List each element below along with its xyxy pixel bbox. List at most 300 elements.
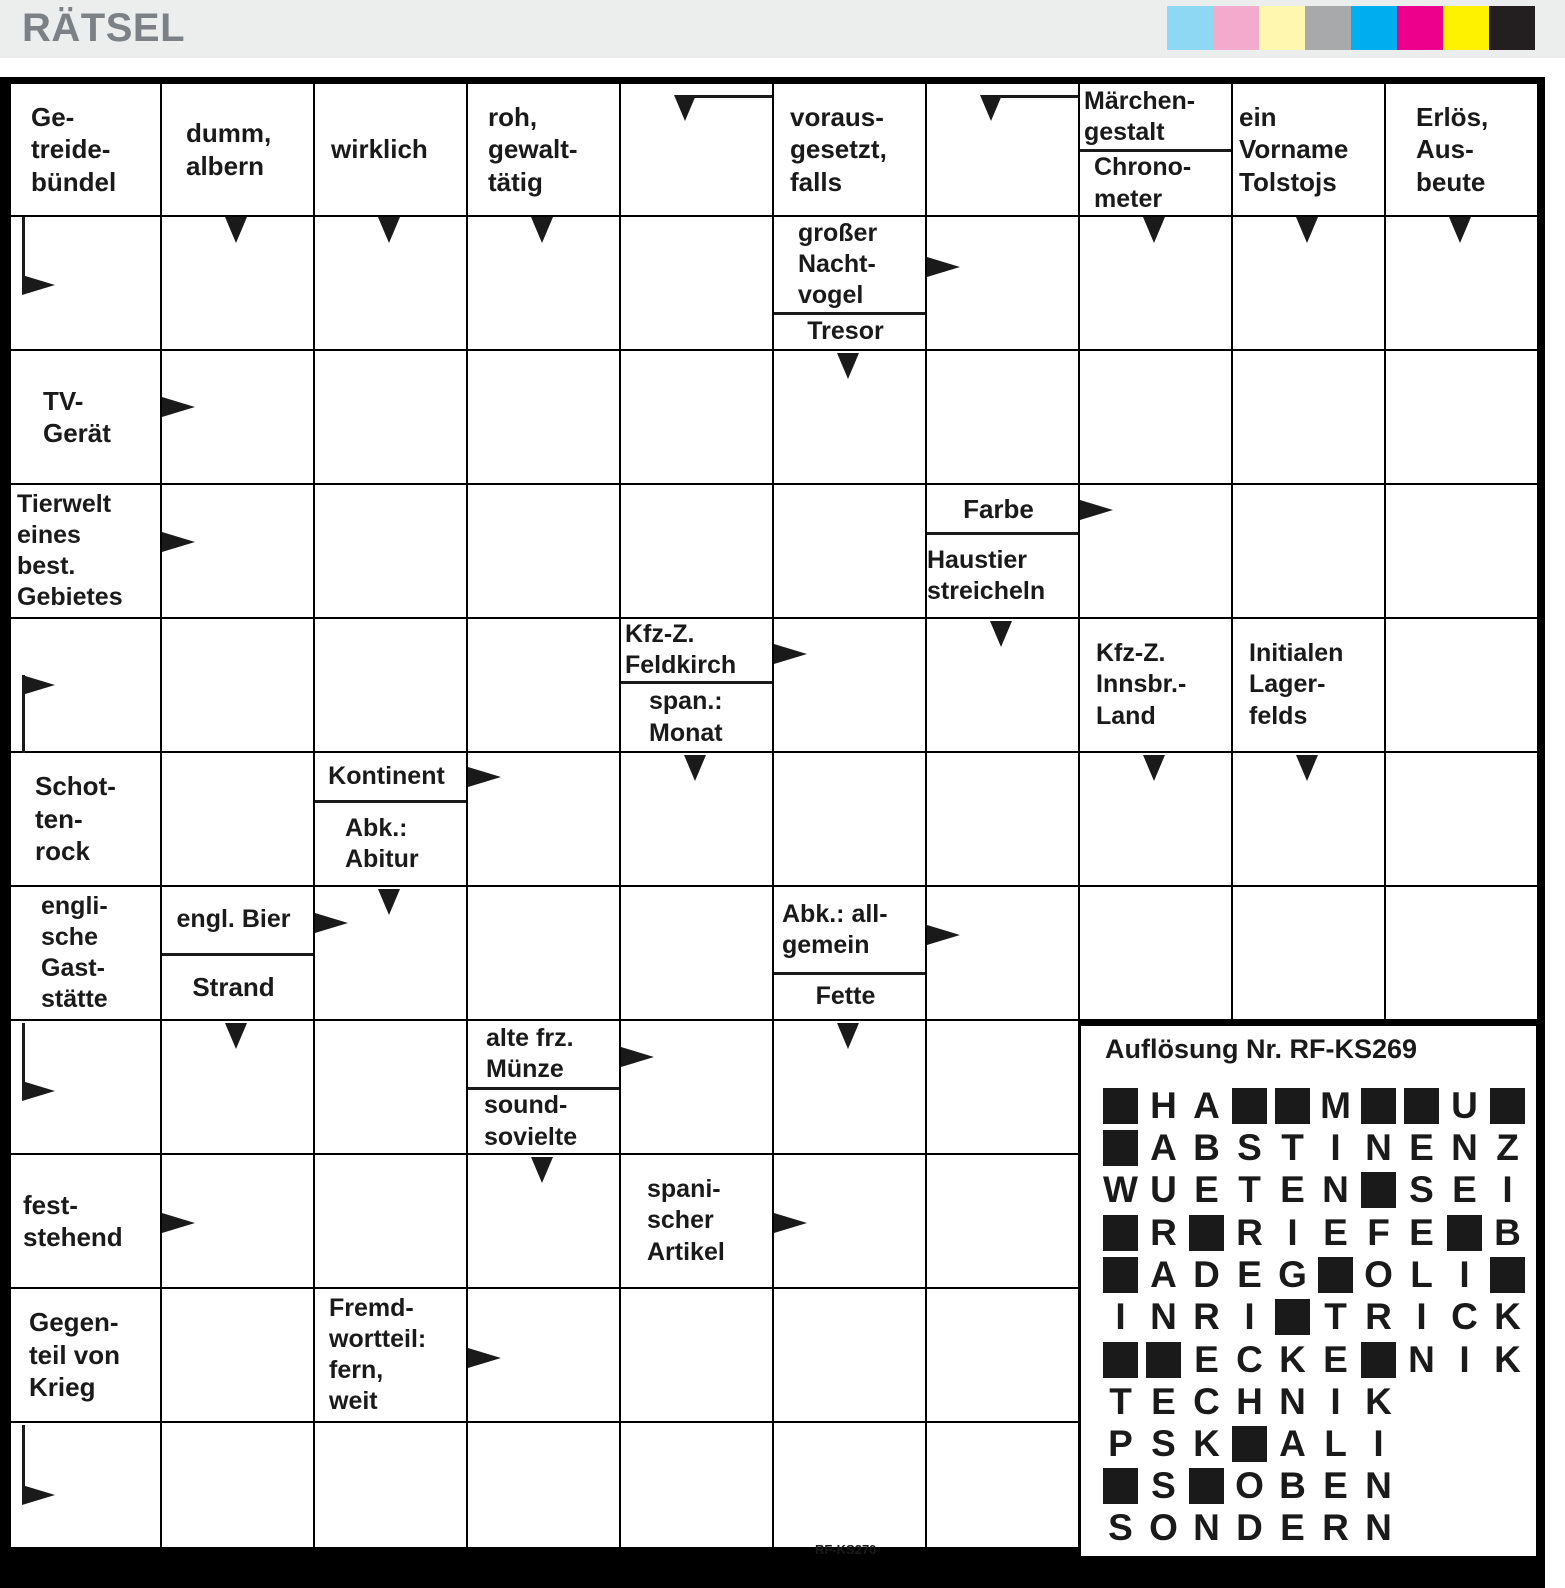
arrow-down-icon bbox=[837, 1023, 859, 1049]
arrow-down-icon bbox=[1296, 755, 1318, 781]
solution-row bbox=[1103, 1085, 1533, 1126]
arrow-down-icon bbox=[1449, 217, 1471, 243]
arrow-right-icon bbox=[468, 1348, 501, 1368]
solution-letter: S bbox=[1237, 1127, 1262, 1168]
arrow-down-icon bbox=[378, 889, 400, 915]
header-bar bbox=[0, 0, 1565, 58]
grid-cell[interactable] bbox=[1386, 351, 1537, 483]
grid-cell[interactable] bbox=[468, 485, 619, 617]
clue-c19 bbox=[1233, 619, 1384, 751]
clue-c17 bbox=[621, 684, 772, 751]
clue-divider bbox=[1080, 149, 1231, 152]
color-swatch bbox=[1167, 6, 1213, 50]
solution-block bbox=[1189, 1215, 1224, 1251]
clue-line: albern bbox=[186, 150, 265, 181]
solution-letter: A bbox=[1150, 1254, 1177, 1295]
grid-cell[interactable] bbox=[927, 1021, 1078, 1153]
solution-letter: N bbox=[1279, 1381, 1306, 1422]
clue-line: Krieg bbox=[29, 1372, 96, 1403]
clue-c10 bbox=[774, 217, 925, 312]
solution-letter: S bbox=[1409, 1169, 1434, 1210]
grid-cell[interactable] bbox=[621, 351, 772, 483]
solution-letter: C bbox=[1193, 1381, 1220, 1422]
grid-cell[interactable] bbox=[162, 619, 313, 751]
clue-line: engli- bbox=[41, 891, 108, 920]
clue-line: Märchen- bbox=[1084, 86, 1196, 115]
solution-letter: D bbox=[1193, 1254, 1220, 1295]
color-swatch bbox=[1443, 6, 1489, 50]
clue-line: Gast- bbox=[41, 954, 105, 982]
solution-letter: E bbox=[1151, 1381, 1176, 1422]
grid-cell[interactable] bbox=[927, 1423, 1078, 1547]
clue-c33 bbox=[315, 1289, 466, 1421]
solution-letter: Z bbox=[1496, 1127, 1519, 1168]
solution-letter: B bbox=[1494, 1212, 1521, 1253]
grid-cell[interactable] bbox=[315, 351, 466, 483]
solution-row bbox=[1103, 1212, 1533, 1253]
arrow-down-icon bbox=[225, 217, 247, 243]
solution-letter: T bbox=[1281, 1127, 1304, 1168]
solution-row bbox=[1103, 1169, 1533, 1210]
solution-row bbox=[1103, 1423, 1404, 1464]
color-swatch bbox=[1489, 6, 1535, 50]
solution-letter: L bbox=[1324, 1423, 1347, 1464]
clue-c3 bbox=[315, 84, 466, 215]
solution-letter: K bbox=[1193, 1423, 1220, 1464]
clue-line: Lager- bbox=[1249, 670, 1326, 699]
clue-line: Chrono- bbox=[1094, 153, 1192, 182]
clue-line: meter bbox=[1094, 184, 1163, 213]
solution-letter: N bbox=[1408, 1339, 1435, 1380]
grid-cell[interactable] bbox=[315, 1155, 466, 1287]
grid-cell[interactable] bbox=[621, 887, 772, 1019]
clue-c29 bbox=[468, 1090, 619, 1153]
solution-letter: R bbox=[1236, 1212, 1263, 1253]
clue-c23 bbox=[11, 887, 160, 1019]
solution-letter: I bbox=[1459, 1254, 1470, 1295]
solution-letter: N bbox=[1193, 1507, 1220, 1548]
clue-c4 bbox=[468, 84, 619, 215]
solution-letter: E bbox=[1323, 1212, 1348, 1253]
solution-letter: S bbox=[1151, 1465, 1176, 1506]
clue-line: Fremd- bbox=[329, 1293, 414, 1322]
grid-cell[interactable] bbox=[315, 485, 466, 617]
solution-row bbox=[1103, 1507, 1404, 1548]
clue-line: Fette bbox=[815, 982, 876, 1011]
clue-line: wirklich bbox=[331, 134, 428, 165]
arrow-right-icon bbox=[1080, 500, 1113, 520]
solution-row bbox=[1103, 1127, 1533, 1168]
arrow-down-icon bbox=[684, 755, 706, 781]
solution-letter: C bbox=[1451, 1296, 1478, 1337]
clue-line: alte frz. bbox=[486, 1023, 574, 1052]
solution-panel bbox=[1081, 1026, 1536, 1556]
clue-c27 bbox=[774, 975, 925, 1019]
clue-line: Strand bbox=[192, 972, 275, 1003]
clue-c1 bbox=[11, 84, 160, 215]
solution-letter: O bbox=[1149, 1507, 1178, 1548]
solution-block bbox=[1232, 1426, 1267, 1462]
solution-letter: A bbox=[1150, 1127, 1177, 1168]
bent-arrow-icon bbox=[22, 1081, 55, 1101]
grid-cell[interactable] bbox=[1386, 887, 1537, 1019]
clue-line: gesetzt, bbox=[790, 134, 887, 165]
bent-arrow-down-icon bbox=[674, 95, 696, 121]
clue-line: span.: bbox=[649, 687, 723, 716]
clue-c30 bbox=[11, 1155, 160, 1287]
grid-cell[interactable] bbox=[162, 753, 313, 885]
grid-cell[interactable] bbox=[621, 217, 772, 349]
solution-letter: K bbox=[1279, 1339, 1306, 1380]
solution-block bbox=[1318, 1257, 1353, 1293]
solution-row bbox=[1103, 1339, 1533, 1380]
solution-letter: H bbox=[1150, 1085, 1177, 1126]
clue-line: felds bbox=[1249, 701, 1308, 730]
solution-block bbox=[1103, 1257, 1138, 1293]
solution-block bbox=[1232, 1088, 1267, 1124]
clue-line: stehend bbox=[23, 1222, 123, 1252]
grid-cell[interactable] bbox=[927, 1289, 1078, 1421]
solution-letter: D bbox=[1236, 1507, 1263, 1548]
clue-c12 bbox=[11, 351, 160, 483]
grid-cell[interactable] bbox=[621, 1423, 772, 1547]
clue-line: sovielte bbox=[484, 1122, 578, 1151]
clue-line: weit bbox=[329, 1387, 378, 1416]
solution-letter: I bbox=[1287, 1212, 1298, 1253]
bent-arrow-down-stem bbox=[684, 95, 772, 98]
grid-cell[interactable] bbox=[1386, 619, 1537, 751]
grid-cell[interactable] bbox=[621, 1289, 772, 1421]
arrow-right-icon bbox=[621, 1047, 654, 1067]
clue-line: Münze bbox=[486, 1055, 564, 1083]
solution-letter: K bbox=[1365, 1381, 1392, 1422]
clue-line: Kfz-Z. bbox=[1096, 639, 1166, 668]
clue-line: Initialen bbox=[1249, 639, 1344, 668]
clue-line: Farbe bbox=[963, 493, 1034, 524]
solution-letter: M bbox=[1320, 1085, 1351, 1126]
grid-cell[interactable] bbox=[927, 753, 1078, 885]
solution-letter: N bbox=[1150, 1296, 1177, 1337]
color-swatch bbox=[1259, 6, 1305, 50]
clue-line: voraus- bbox=[790, 101, 884, 132]
grid-cell[interactable] bbox=[1233, 351, 1384, 483]
solution-letter: K bbox=[1494, 1296, 1521, 1337]
clue-line: großer bbox=[798, 218, 878, 247]
solution-letter: U bbox=[1451, 1085, 1478, 1126]
arrow-right-icon bbox=[468, 767, 501, 787]
grid-cell[interactable] bbox=[621, 84, 772, 215]
solution-letter: E bbox=[1409, 1212, 1434, 1253]
solution-letter: A bbox=[1193, 1085, 1220, 1126]
grid-cell[interactable] bbox=[927, 887, 1078, 1019]
bent-arrow-icon bbox=[22, 1485, 55, 1505]
arrow-right-icon bbox=[774, 1213, 807, 1233]
bent-arrow-down-stem bbox=[990, 95, 1078, 98]
clue-line: dumm, bbox=[186, 118, 272, 148]
grid-cell[interactable] bbox=[774, 619, 925, 751]
grid-cell[interactable] bbox=[1386, 485, 1537, 617]
arrow-right-icon bbox=[162, 532, 195, 552]
clue-c7 bbox=[1080, 152, 1231, 215]
solution-letter: A bbox=[1279, 1423, 1306, 1464]
arrow-right-icon bbox=[927, 257, 960, 277]
solution-letter: E bbox=[1409, 1127, 1434, 1168]
clue-line: wortteil: bbox=[329, 1324, 427, 1353]
arrow-down-icon bbox=[837, 353, 859, 379]
solution-letter: U bbox=[1150, 1169, 1177, 1210]
clue-line: gestalt bbox=[1084, 118, 1165, 146]
grid-cell[interactable] bbox=[468, 887, 619, 1019]
grid-cell[interactable] bbox=[162, 351, 313, 483]
solution-block bbox=[1103, 1130, 1138, 1166]
grid-cell[interactable] bbox=[468, 1423, 619, 1547]
solution-block bbox=[1103, 1468, 1138, 1504]
clue-divider bbox=[927, 532, 1078, 535]
solution-letter: I bbox=[1244, 1296, 1255, 1337]
puzzle-code: RF-KS270 bbox=[815, 1542, 877, 1557]
solution-letter: E bbox=[1323, 1465, 1348, 1506]
clue-divider bbox=[468, 1087, 619, 1090]
solution-block bbox=[1447, 1215, 1482, 1251]
clue-line: Abk.: bbox=[345, 813, 408, 842]
clue-line: Schot- bbox=[35, 771, 116, 802]
bent-arrow-down-icon bbox=[980, 95, 1002, 121]
grid-cell[interactable] bbox=[1386, 753, 1537, 885]
grid-cell[interactable] bbox=[774, 1423, 925, 1547]
arrow-right-icon bbox=[774, 644, 807, 664]
clue-line: treide- bbox=[31, 134, 111, 165]
clue-line: Tresor bbox=[807, 317, 884, 346]
arrow-right-icon bbox=[162, 1213, 195, 1233]
solution-letter: F bbox=[1367, 1212, 1390, 1253]
clue-line: streicheln bbox=[927, 577, 1046, 605]
clue-line: fern, bbox=[329, 1356, 384, 1384]
clue-line: Innsbr.- bbox=[1096, 670, 1187, 699]
clue-c15 bbox=[927, 535, 1078, 617]
solution-letter: B bbox=[1279, 1465, 1306, 1506]
solution-letter: E bbox=[1323, 1339, 1348, 1380]
solution-letter: N bbox=[1365, 1507, 1392, 1548]
solution-letter: R bbox=[1365, 1296, 1392, 1337]
clue-divider bbox=[621, 681, 772, 684]
arrow-down-icon bbox=[531, 217, 553, 243]
clue-c32 bbox=[11, 1289, 160, 1421]
solution-block bbox=[1361, 1342, 1396, 1378]
grid-cell[interactable] bbox=[774, 1289, 925, 1421]
grid-cell[interactable] bbox=[927, 351, 1078, 483]
grid-cell[interactable] bbox=[927, 84, 1078, 215]
grid-cell[interactable] bbox=[621, 485, 772, 617]
solution-block bbox=[1490, 1088, 1525, 1124]
color-swatch bbox=[1305, 6, 1351, 50]
clue-line: Abk.: all- bbox=[782, 899, 888, 928]
solution-block bbox=[1490, 1257, 1525, 1293]
solution-letter: H bbox=[1236, 1381, 1263, 1422]
clue-c21 bbox=[315, 753, 466, 801]
clue-line: scher bbox=[647, 1206, 714, 1235]
solution-letter: B bbox=[1193, 1127, 1220, 1168]
clue-line: vogel bbox=[798, 281, 864, 310]
clue-c9 bbox=[1386, 84, 1537, 215]
clue-c11 bbox=[774, 315, 925, 349]
arrow-down-icon bbox=[1143, 217, 1165, 243]
clue-line: teil von bbox=[29, 1339, 121, 1370]
color-swatch bbox=[1351, 6, 1397, 50]
solution-letter: E bbox=[1452, 1169, 1477, 1210]
page-title: RÄTSEL bbox=[22, 6, 185, 50]
solution-block bbox=[1275, 1299, 1310, 1335]
solution-letter: R bbox=[1322, 1507, 1349, 1548]
grid-cell[interactable] bbox=[162, 1289, 313, 1421]
clue-line: engl. Bier bbox=[176, 905, 291, 934]
clue-line: Haustier bbox=[927, 545, 1028, 574]
clue-c26 bbox=[774, 887, 925, 973]
clue-divider bbox=[315, 800, 466, 803]
solution-letter: I bbox=[1502, 1169, 1513, 1210]
clue-line: sound- bbox=[484, 1091, 568, 1120]
solution-block bbox=[1146, 1342, 1181, 1378]
clue-divider bbox=[774, 972, 925, 975]
grid-cell[interactable] bbox=[1080, 887, 1231, 1019]
grid-cell[interactable] bbox=[468, 619, 619, 751]
clue-c20 bbox=[11, 753, 160, 885]
color-swatch bbox=[1397, 6, 1443, 50]
clue-c2 bbox=[162, 84, 313, 215]
solution-letter: I bbox=[1416, 1296, 1427, 1337]
clue-line: bündel bbox=[31, 166, 117, 197]
solution-block bbox=[1103, 1088, 1138, 1124]
solution-row bbox=[1103, 1381, 1404, 1422]
solution-title: Auflösung Nr. RF-KS269 bbox=[1105, 1034, 1418, 1064]
clue-c18 bbox=[1080, 619, 1231, 751]
solution-letter: I bbox=[1373, 1423, 1384, 1464]
clue-c31 bbox=[621, 1155, 772, 1287]
clue-line: sche bbox=[41, 922, 98, 951]
clue-line: Kfz-Z. bbox=[625, 619, 695, 648]
arrow-down-icon bbox=[1296, 217, 1318, 243]
clue-c28 bbox=[468, 1021, 619, 1087]
solution-block bbox=[1103, 1342, 1138, 1378]
clue-line: Erlös, bbox=[1416, 101, 1489, 132]
solution-block bbox=[1189, 1468, 1224, 1504]
grid-cell[interactable] bbox=[315, 1423, 466, 1547]
clue-c16 bbox=[621, 619, 772, 681]
grid-cell[interactable] bbox=[468, 351, 619, 483]
clue-line: falls bbox=[790, 166, 843, 197]
clue-line: Gebietes bbox=[17, 583, 123, 612]
clue-line: Tolstojs bbox=[1239, 166, 1337, 197]
clue-line: Gegen- bbox=[29, 1307, 119, 1338]
solution-letter: R bbox=[1193, 1296, 1220, 1337]
clue-line: beute bbox=[1416, 166, 1486, 197]
clue-line: spani- bbox=[647, 1175, 721, 1204]
grid-cell[interactable] bbox=[1233, 485, 1384, 617]
clue-line: TV- bbox=[43, 385, 84, 416]
clue-line: gewalt- bbox=[488, 134, 578, 165]
solution-block bbox=[1404, 1088, 1439, 1124]
clue-line: tätig bbox=[488, 166, 543, 197]
solution-letter: W bbox=[1103, 1169, 1138, 1210]
arrow-down-icon bbox=[990, 621, 1012, 647]
clue-line: eines bbox=[17, 520, 81, 549]
solution-letter: P bbox=[1108, 1423, 1133, 1464]
arrow-down-icon bbox=[225, 1023, 247, 1049]
clue-line: Nacht- bbox=[798, 249, 876, 278]
clue-line: stätte bbox=[41, 985, 108, 1014]
solution-letter: E bbox=[1280, 1169, 1305, 1210]
clue-line: ein bbox=[1239, 101, 1277, 132]
solution-letter: E bbox=[1280, 1507, 1305, 1548]
grid-cell[interactable] bbox=[927, 217, 1078, 349]
grid-cell[interactable] bbox=[315, 1021, 466, 1153]
clue-line: Tierwelt bbox=[17, 489, 112, 518]
clue-line: Vorname bbox=[1239, 134, 1349, 165]
solution-row bbox=[1103, 1254, 1533, 1295]
clue-c22 bbox=[315, 803, 466, 885]
clue-c8 bbox=[1233, 84, 1384, 215]
color-swatch bbox=[1213, 6, 1259, 50]
grid-cell[interactable] bbox=[774, 753, 925, 885]
clue-line: Artikel bbox=[647, 1237, 725, 1266]
solution-letter: N bbox=[1365, 1127, 1392, 1168]
solution-letter: I bbox=[1459, 1339, 1470, 1380]
color-calibration-bar bbox=[1167, 6, 1535, 50]
solution-letter: N bbox=[1451, 1127, 1478, 1168]
solution-letter: T bbox=[1238, 1169, 1261, 1210]
clue-divider bbox=[162, 953, 313, 956]
solution-letter: E bbox=[1237, 1254, 1262, 1295]
solution-row bbox=[1103, 1296, 1533, 1337]
solution-letter: G bbox=[1278, 1254, 1307, 1295]
grid-cell[interactable] bbox=[774, 485, 925, 617]
bent-arrow-icon bbox=[22, 675, 55, 695]
clue-line: fest- bbox=[23, 1189, 78, 1220]
clue-line: Feldkirch bbox=[625, 651, 737, 679]
arrow-down-icon bbox=[1143, 755, 1165, 781]
solution-letter: N bbox=[1322, 1169, 1349, 1210]
solution-letter: I bbox=[1330, 1381, 1341, 1422]
clue-line: Kontinent bbox=[328, 762, 445, 791]
clue-c5 bbox=[774, 84, 925, 215]
grid-cell[interactable] bbox=[162, 1423, 313, 1547]
arrow-down-icon bbox=[378, 217, 400, 243]
clue-line: roh, bbox=[488, 101, 538, 132]
solution-letter: I bbox=[1330, 1127, 1341, 1168]
grid-cell[interactable] bbox=[1080, 351, 1231, 483]
clue-line: ten- bbox=[35, 803, 83, 834]
grid-cell[interactable] bbox=[1233, 887, 1384, 1019]
clue-line: Aus- bbox=[1416, 134, 1474, 165]
solution-block bbox=[1103, 1215, 1138, 1251]
grid-cell[interactable] bbox=[315, 619, 466, 751]
solution-letter: S bbox=[1108, 1507, 1133, 1548]
bent-arrow-icon bbox=[22, 275, 55, 295]
arrow-right-icon bbox=[162, 397, 195, 417]
grid-cell[interactable] bbox=[621, 1021, 772, 1153]
solution-row bbox=[1103, 1465, 1404, 1506]
arrow-right-icon bbox=[315, 913, 348, 933]
clue-c24 bbox=[162, 887, 313, 953]
clue-c6 bbox=[1080, 84, 1231, 150]
grid-cell[interactable] bbox=[927, 1155, 1078, 1287]
solution-block bbox=[1361, 1088, 1396, 1124]
arrow-down-icon bbox=[531, 1157, 553, 1183]
solution-letter: E bbox=[1194, 1339, 1219, 1380]
arrow-right-icon bbox=[927, 925, 960, 945]
clue-line: Abitur bbox=[345, 845, 419, 873]
solution-letter: T bbox=[1324, 1296, 1347, 1337]
clue-line: Ge- bbox=[31, 101, 75, 132]
